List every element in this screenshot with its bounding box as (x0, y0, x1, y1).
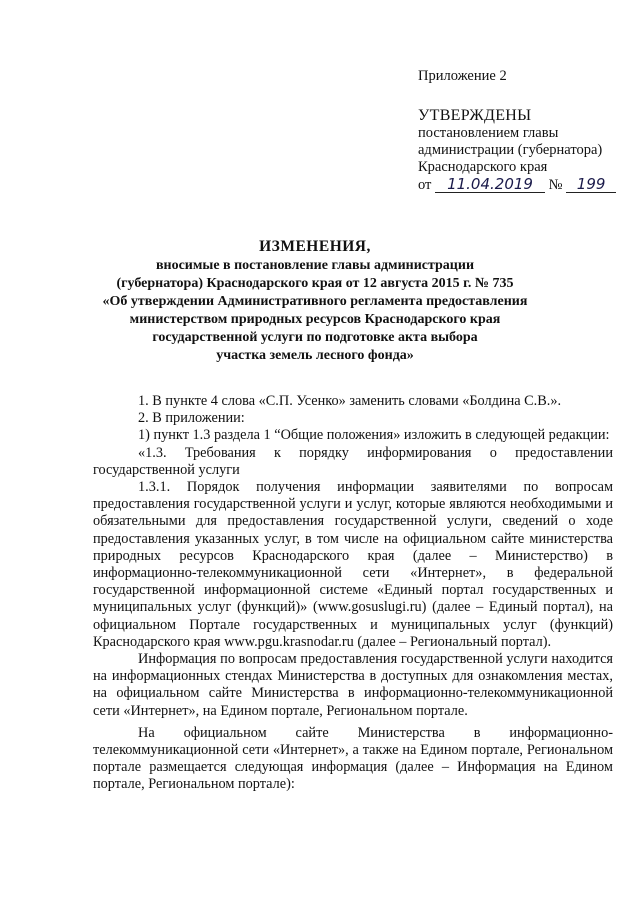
document-title: ИЗМЕНЕНИЯ, (259, 238, 371, 255)
paragraph-7: На официальном сайте Министерства в информационно-телекоммуникационной сети «Интернет», а также на Едином портале, Региональном портале размещается следующая информация (далее – Информация на Едином портале, Региональном портале): (93, 724, 613, 793)
approval-line: постановлением главы (418, 125, 559, 141)
number-prefix: № (548, 177, 563, 193)
approval-line: Краснодарского края (418, 159, 548, 175)
handwritten-number: 199 (566, 177, 616, 193)
paragraph-5: 1.3.1. Порядок получения информации заявителями по вопросам предоставления государственной услуги и услуг, которые являются необходимыми и обязательными для предоставления государственной услуги, сведений о ходе предоставления указанных услуг, в том числе на официальном сайте министерства природных ресурсов Краснодарского края (далее – Министерство) в информационно-телекоммуникационной сети «Интернет», в федеральной государственной информационной системе «Единый портал государственных и муниципальных услуг (функций)» (www.gosuslugi.ru) (далее – Единый портал), на официальном Портале государственных и муниципальных услуг (функций) Краснодарского края www.pgu.krasnodar.ru (далее – Региональный портал). (93, 479, 613, 650)
approval-block (418, 68, 628, 194)
paragraph-3: 1) пункт 1.3 раздела 1 “Общие положения» изложить в следующей редакции: (138, 427, 610, 444)
annex-label: Приложение 2 (418, 68, 507, 84)
paragraph-1: 1. В пункте 4 слова «С.П. Усенко» заменить словами «Болдина С.В.». (138, 393, 562, 409)
heading-line: государственной услуги по подготовке акта выбора (152, 330, 478, 345)
document-heading (95, 238, 535, 365)
handwritten-date: 11.04.2019 (435, 177, 545, 193)
heading-line: (губернатора) Краснодарского края от 12 августа 2015 г. № 735 (116, 276, 514, 291)
heading-line: вносимые в постановление главы администрации (155, 258, 475, 273)
paragraph-2: 2. В приложении: (138, 410, 245, 427)
date-number-line (418, 177, 628, 194)
document-body (93, 393, 613, 794)
heading-line: министерством природных ресурсов Краснодарского края (129, 312, 501, 327)
date-prefix: от (418, 177, 432, 193)
paragraph-6: Информация по вопросам предоставления государственной услуги находится на информационных стендах Министерства в доступных для ознакомления местах, на официальном сайте Министерства в информационно-телекоммуникационной сети «Интернет», на Едином портале, Региональном портале. (93, 651, 613, 719)
approval-line: администрации (губернатора) (418, 142, 603, 158)
paragraph-4: «1.3. Требования к порядку информирования о предоставлении государственной услуги (93, 444, 613, 478)
heading-line: участка земель лесного фонда» (216, 348, 414, 363)
heading-line: «Об утверждении Административного регламента предоставления (102, 294, 528, 309)
approved-label: УТВЕРЖДЕНЫ (418, 107, 532, 124)
